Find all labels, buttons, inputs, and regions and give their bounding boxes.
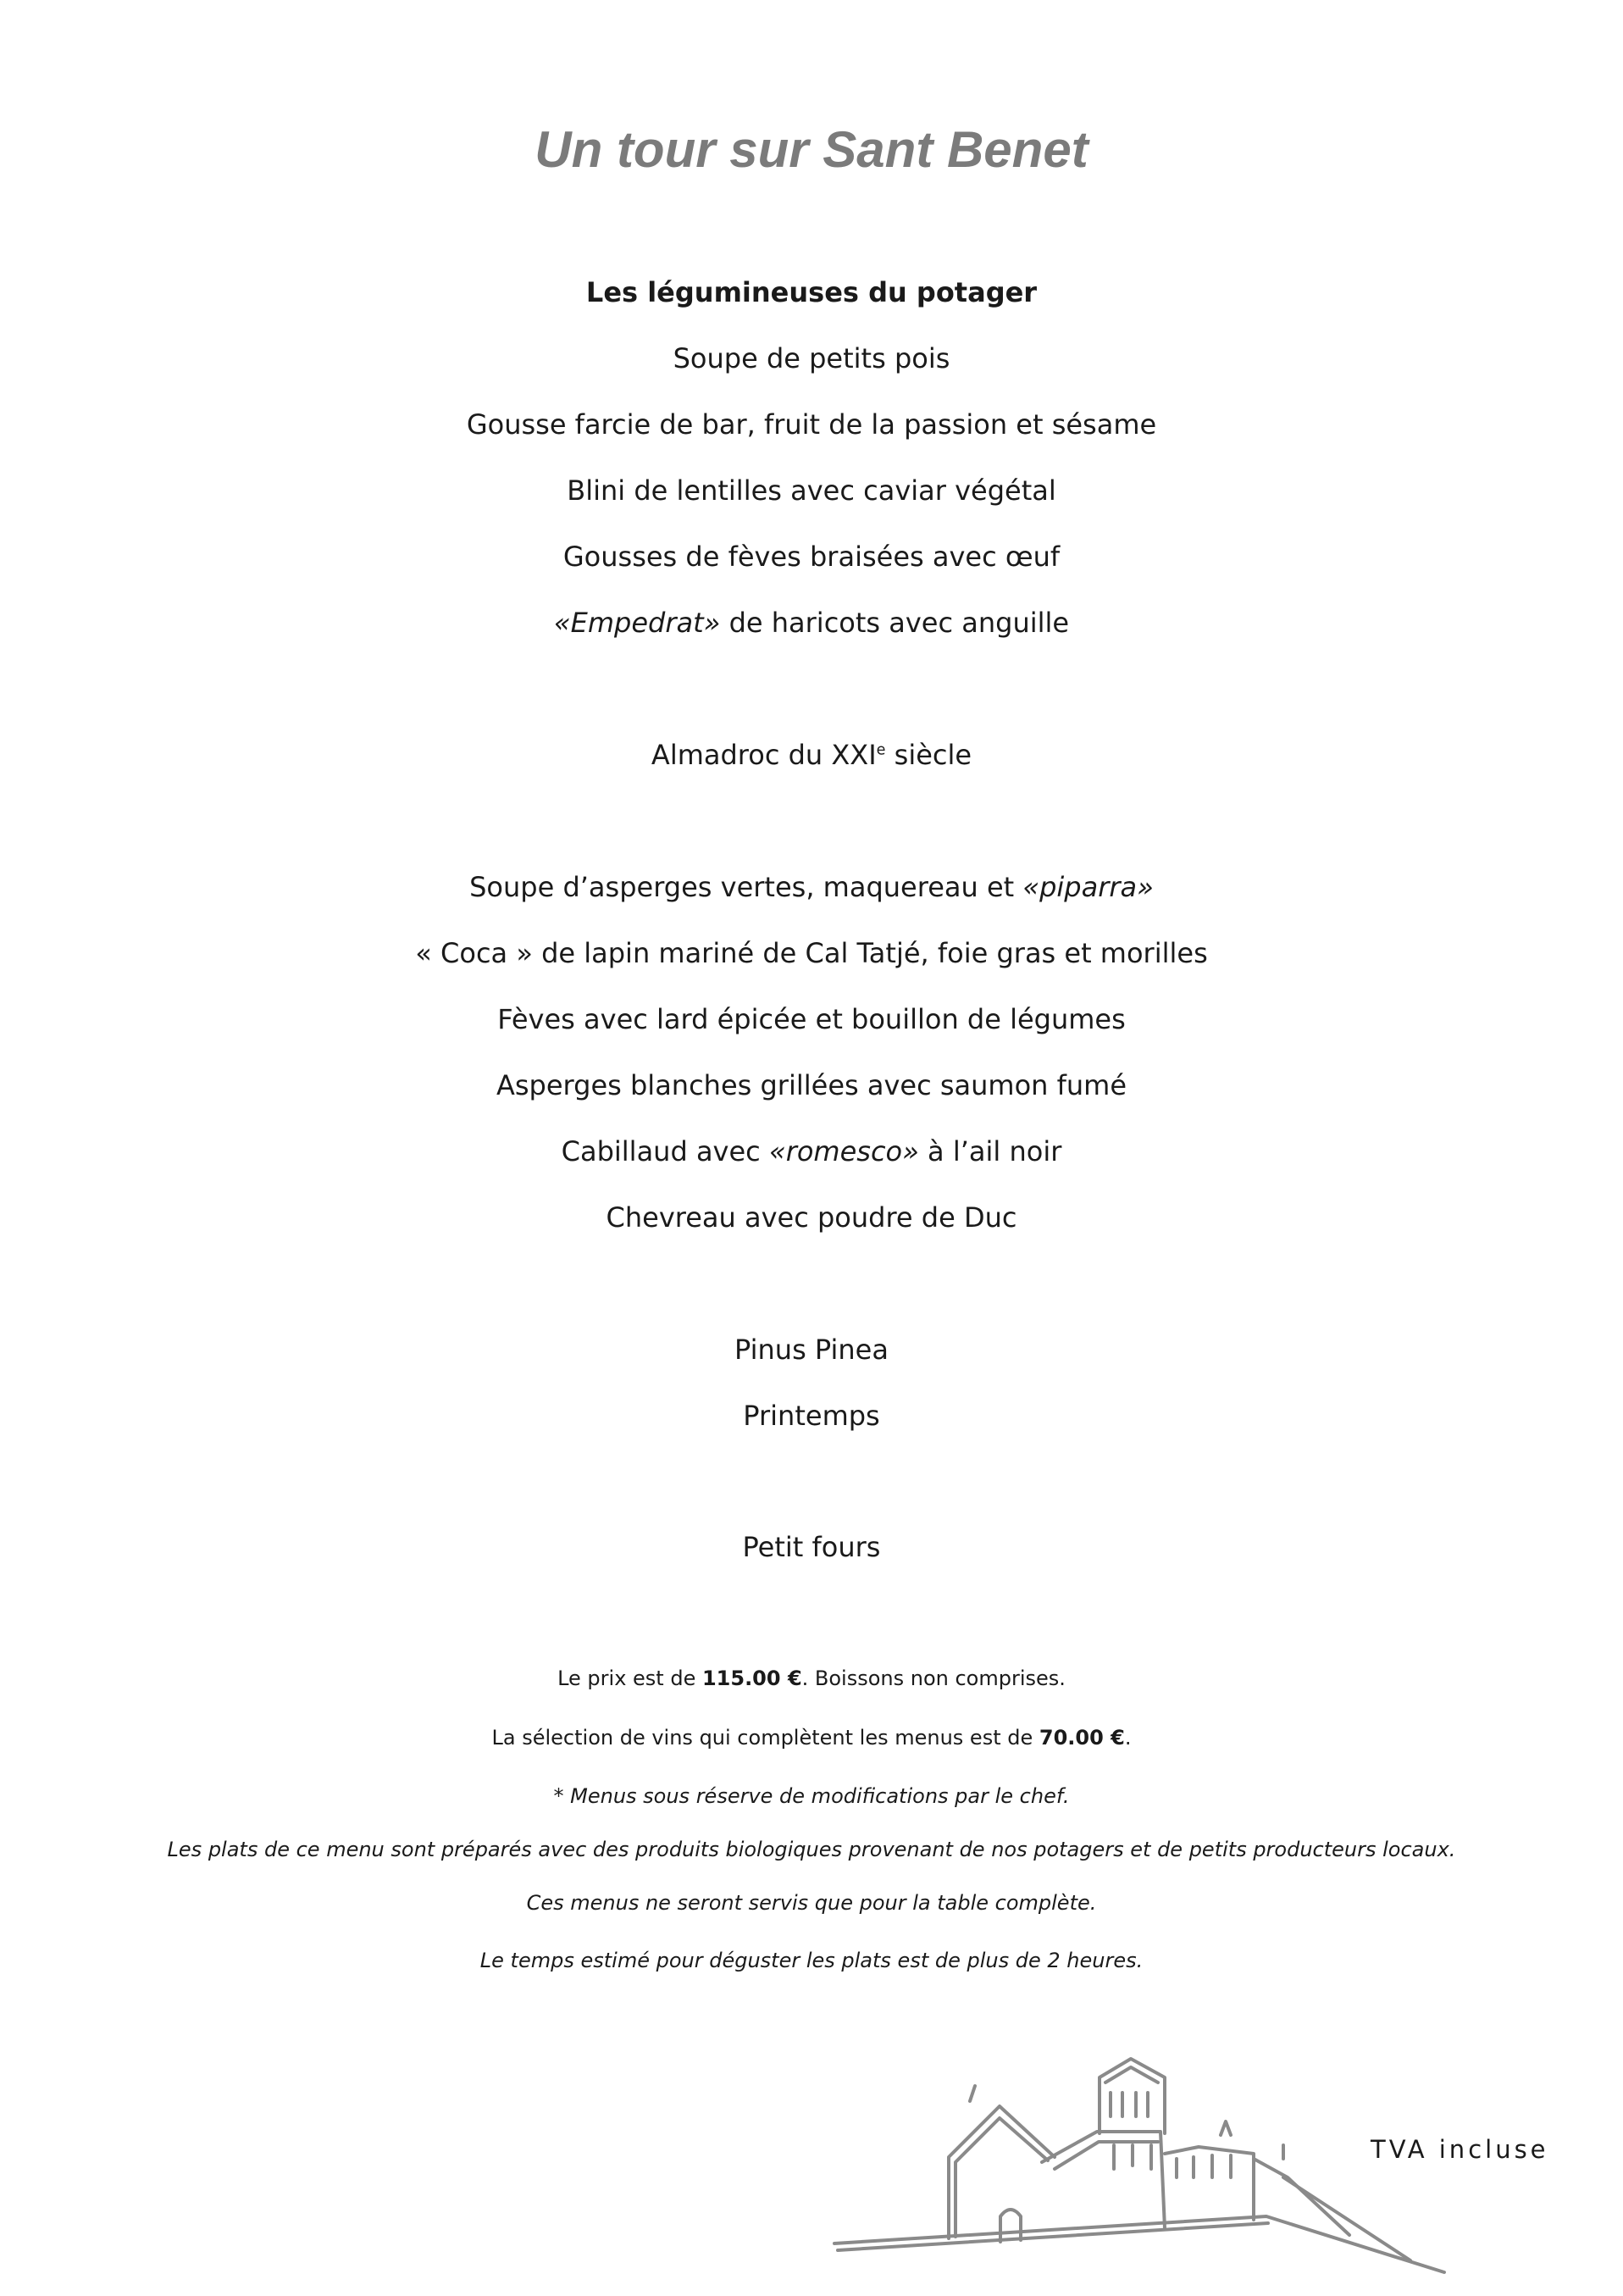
wine-text: . [1124, 1726, 1132, 1750]
dessert-item: Pinus Pinea [734, 1334, 889, 1366]
superscript: e [876, 741, 886, 759]
dessert-item: Printemps [743, 1400, 880, 1432]
dish-item [0, 606, 1623, 640]
petit-fours: Petit fours [742, 1531, 881, 1563]
dish-text: Soupe d’asperges vertes, maquereau et [469, 871, 1023, 903]
dish-text: siècle [885, 739, 972, 771]
dish-item: Fèves avec lard épicée et bouillon de légumes [497, 1003, 1126, 1035]
dish-text: Cabillaud avec [561, 1135, 769, 1167]
dish-item [0, 870, 1623, 904]
dish-item: Gousses de fèves braisées avec œuf [562, 541, 1061, 573]
dish-item [0, 1134, 1623, 1168]
dish-item: Blini de lentilles avec caviar végétal [567, 474, 1056, 507]
dish-item: Soupe de petits pois [673, 342, 950, 374]
dish-item: « Coca » de lapin mariné de Cal Tatjé, foie gras et morilles [415, 937, 1208, 969]
dish-item: Asperges blanches grillées avec saumon fumé [496, 1069, 1127, 1101]
price-note [0, 1666, 1623, 1691]
dish-item [0, 738, 1623, 772]
dish-text: Almadroc du XXI [651, 739, 877, 771]
dish-text: de haricots avec anguille [720, 607, 1070, 639]
footer-note: * Menus sous réserve de modifications par le chef. [553, 1784, 1070, 1808]
wine-note [0, 1725, 1623, 1750]
price-text: . Boissons non comprises. [801, 1667, 1066, 1690]
monastery-logo [826, 2050, 1449, 2283]
dish-italic-term: «romesco» [768, 1135, 919, 1167]
section-heading: Les légumineuses du potager [585, 276, 1038, 308]
footer-note: Le temps estimé pour déguster les plats est de plus de 2 heures. [479, 1949, 1144, 1972]
dish-italic-term: «piparra» [1022, 871, 1154, 903]
dish-text: à l’ail noir [918, 1135, 1062, 1167]
menu-title: Un tour sur Sant Benet [535, 121, 1088, 178]
wine-amount: 70.00 € [1039, 1726, 1125, 1750]
dish-item: Chevreau avec poudre de Duc [606, 1201, 1017, 1234]
footer-note: Ces menus ne seront servis que pour la table complète. [526, 1891, 1097, 1915]
dish-italic-term: «Empedrat» [553, 607, 721, 639]
tva-note: TVA incluse [1371, 2135, 1549, 2164]
footer-note: Les plats de ce menu sont préparés avec des produits biologiques provenant de nos potagers et de petits producteurs locaux. [167, 1838, 1456, 1861]
price-amount: 115.00 € [701, 1667, 802, 1690]
wine-text: La sélection de vins qui complètent les menus est de [491, 1726, 1039, 1750]
price-text: Le prix est de [557, 1667, 702, 1690]
dish-item: Gousse farcie de bar, fruit de la passion et sésame [466, 408, 1157, 441]
